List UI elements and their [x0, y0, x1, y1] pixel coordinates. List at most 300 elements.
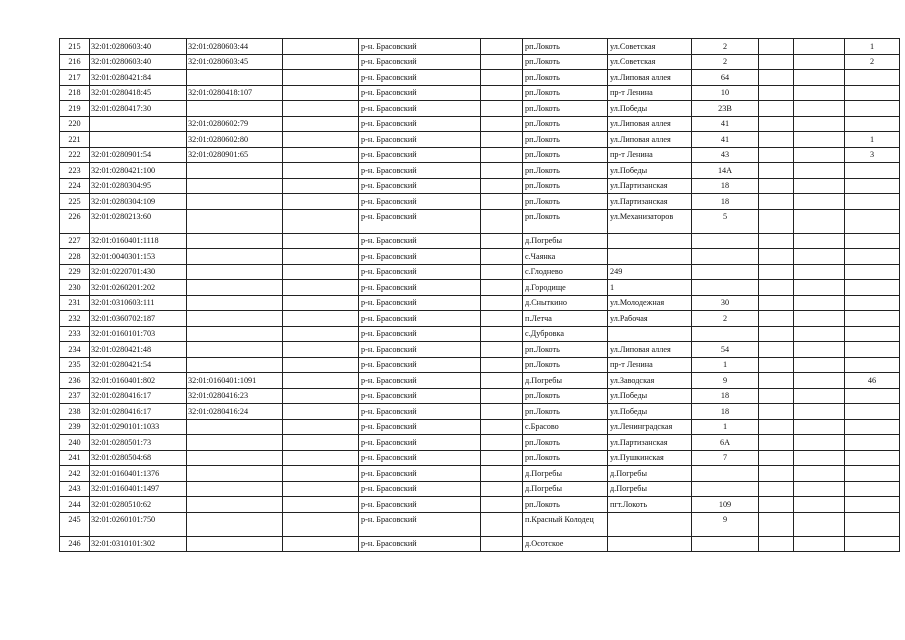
cell-settlement: рп.Локоть — [523, 435, 608, 451]
cell-cadastral-number-premises — [187, 450, 283, 466]
cell-cadastral-number-premises: 32:01:0280418:107 — [187, 85, 283, 101]
cell-empty — [794, 295, 845, 311]
cell-district: р-н. Брасовский — [359, 264, 481, 280]
table-row — [60, 311, 900, 327]
cell-district: р-н. Брасовский — [359, 342, 481, 358]
cell-empty — [759, 419, 794, 435]
cell-street: ул.Победы — [608, 388, 692, 404]
cell-empty — [759, 233, 794, 249]
cell-empty — [283, 388, 359, 404]
cell-street — [608, 249, 692, 265]
cell-empty — [759, 466, 794, 482]
cell-cadastral-number — [90, 132, 187, 148]
cell-street: ул.Партизанская — [608, 178, 692, 194]
cell-district: р-н. Брасовский — [359, 132, 481, 148]
cell-district: р-н. Брасовский — [359, 147, 481, 163]
cell-house — [692, 233, 759, 249]
cell-cadastral-number: 32:01:0280304:109 — [90, 194, 187, 210]
cell-empty — [481, 450, 523, 466]
cell-cadastral-number-premises — [187, 536, 283, 552]
cell-house: 1 — [692, 357, 759, 373]
cell-empty — [283, 466, 359, 482]
cell-empty — [759, 116, 794, 132]
cell-empty — [283, 85, 359, 101]
cell-empty — [481, 163, 523, 179]
cell-cadastral-number-premises: 32:01:0280603:44 — [187, 39, 283, 55]
cell-settlement: д.Городище — [523, 280, 608, 296]
cell-cadastral-number: 32:01:0160401:1497 — [90, 481, 187, 497]
cell-empty — [794, 178, 845, 194]
cell-street: д.Погребы — [608, 466, 692, 482]
cell-cadastral-number: 32:01:0310603:111 — [90, 295, 187, 311]
cell-house: 9 — [692, 373, 759, 389]
cell-cadastral-number-premises — [187, 280, 283, 296]
cell-settlement: с.Дубровка — [523, 326, 608, 342]
table-row — [60, 194, 900, 210]
cell-empty — [759, 249, 794, 265]
cell-house: 23В — [692, 101, 759, 117]
cell-street: пгт.Локоть — [608, 497, 692, 513]
cell-district: р-н. Брасовский — [359, 233, 481, 249]
cell-flat — [845, 280, 900, 296]
cell-settlement: рп.Локоть — [523, 450, 608, 466]
cell-empty — [759, 536, 794, 552]
cell-settlement: рп.Локоть — [523, 404, 608, 420]
cell-settlement: д.Погребы — [523, 373, 608, 389]
cell-empty — [481, 70, 523, 86]
cell-flat — [845, 85, 900, 101]
cell-row-number: 216 — [60, 54, 90, 70]
cell-street: ул.Липовая аллея — [608, 70, 692, 86]
cell-empty — [283, 404, 359, 420]
cell-empty — [283, 295, 359, 311]
cell-district: р-н. Брасовский — [359, 280, 481, 296]
cell-street: ул.Победы — [608, 163, 692, 179]
cell-house: 18 — [692, 194, 759, 210]
cell-cadastral-number-premises: 32:01:0280602:79 — [187, 116, 283, 132]
cell-cadastral-number: 32:01:0280416:17 — [90, 388, 187, 404]
cell-empty — [759, 311, 794, 327]
cell-flat: 2 — [845, 54, 900, 70]
cell-empty — [794, 342, 845, 358]
cell-district: р-н. Брасовский — [359, 163, 481, 179]
cell-house: 43 — [692, 147, 759, 163]
cell-cadastral-number: 32:01:0280603:40 — [90, 54, 187, 70]
cell-cadastral-number-premises — [187, 512, 283, 536]
cell-cadastral-number: 32:01:0280501:73 — [90, 435, 187, 451]
cell-cadastral-number — [90, 116, 187, 132]
cell-empty — [481, 132, 523, 148]
cell-empty — [759, 209, 794, 233]
cell-cadastral-number: 32:01:0220701:430 — [90, 264, 187, 280]
cell-empty — [794, 373, 845, 389]
cell-street: 1 — [608, 280, 692, 296]
cell-district: р-н. Брасовский — [359, 357, 481, 373]
table-row — [60, 233, 900, 249]
cell-house: 2 — [692, 311, 759, 327]
cell-house — [692, 249, 759, 265]
cell-row-number: 231 — [60, 295, 90, 311]
cell-flat — [845, 70, 900, 86]
cell-empty — [759, 280, 794, 296]
cell-street: ул.Советская — [608, 54, 692, 70]
cell-empty — [481, 481, 523, 497]
cell-row-number: 218 — [60, 85, 90, 101]
cell-empty — [794, 249, 845, 265]
cell-cadastral-number: 32:01:0160401:1118 — [90, 233, 187, 249]
cell-cadastral-number: 32:01:0280304:95 — [90, 178, 187, 194]
cell-settlement: рп.Локоть — [523, 209, 608, 233]
table-row — [60, 209, 900, 233]
cell-row-number: 222 — [60, 147, 90, 163]
cell-house: 41 — [692, 132, 759, 148]
cell-cadastral-number: 32:01:0160401:1376 — [90, 466, 187, 482]
cell-settlement: рп.Локоть — [523, 163, 608, 179]
cell-cadastral-number: 32:01:0280418:45 — [90, 85, 187, 101]
cell-street: ул.Механизаторов — [608, 209, 692, 233]
cell-flat: 1 — [845, 39, 900, 55]
cell-empty — [759, 481, 794, 497]
cell-empty — [283, 70, 359, 86]
cell-row-number: 221 — [60, 132, 90, 148]
cell-row-number: 240 — [60, 435, 90, 451]
cell-cadastral-number: 32:01:0280421:100 — [90, 163, 187, 179]
cell-row-number: 241 — [60, 450, 90, 466]
cell-empty — [481, 466, 523, 482]
cell-row-number: 224 — [60, 178, 90, 194]
cell-settlement: рп.Локоть — [523, 85, 608, 101]
cell-cadastral-number-premises — [187, 342, 283, 358]
cell-flat — [845, 264, 900, 280]
cell-street: 249 — [608, 264, 692, 280]
table-row — [60, 132, 900, 148]
cell-house: 9 — [692, 512, 759, 536]
cell-flat — [845, 512, 900, 536]
cell-district: р-н. Брасовский — [359, 419, 481, 435]
cell-row-number: 243 — [60, 481, 90, 497]
cell-empty — [481, 419, 523, 435]
cell-house: 1 — [692, 419, 759, 435]
cell-cadastral-number-premises — [187, 295, 283, 311]
cell-cadastral-number: 32:01:0280421:48 — [90, 342, 187, 358]
cell-cadastral-number-premises — [187, 435, 283, 451]
cell-empty — [481, 233, 523, 249]
cell-row-number: 228 — [60, 249, 90, 265]
cell-empty — [794, 233, 845, 249]
cell-settlement: рп.Локоть — [523, 178, 608, 194]
cell-empty — [481, 194, 523, 210]
cell-empty — [794, 101, 845, 117]
cell-cadastral-number: 32:01:0260201:202 — [90, 280, 187, 296]
cell-empty — [794, 147, 845, 163]
cell-flat: 1 — [845, 132, 900, 148]
cell-empty — [759, 404, 794, 420]
cell-flat — [845, 249, 900, 265]
cell-cadastral-number: 32:01:0280417:30 — [90, 101, 187, 117]
cell-empty — [283, 481, 359, 497]
cell-street: ул.Молодежная — [608, 295, 692, 311]
cell-empty — [283, 132, 359, 148]
cell-empty — [759, 54, 794, 70]
cell-district: р-н. Брасовский — [359, 101, 481, 117]
cell-empty — [481, 101, 523, 117]
cell-settlement: с.Брасово — [523, 419, 608, 435]
cell-empty — [481, 357, 523, 373]
cell-cadastral-number: 32:01:0280603:40 — [90, 39, 187, 55]
cell-settlement: д.Погребы — [523, 466, 608, 482]
cell-house — [692, 536, 759, 552]
table-row — [60, 326, 900, 342]
cell-row-number: 229 — [60, 264, 90, 280]
cell-empty — [283, 209, 359, 233]
table-row — [60, 116, 900, 132]
cell-house: 54 — [692, 342, 759, 358]
cell-cadastral-number: 32:01:0310101:302 — [90, 536, 187, 552]
cell-house: 5 — [692, 209, 759, 233]
cell-row-number: 233 — [60, 326, 90, 342]
cell-row-number: 234 — [60, 342, 90, 358]
cell-street: д.Погребы — [608, 481, 692, 497]
cell-cadastral-number: 32:01:0280213:60 — [90, 209, 187, 233]
cell-street: ул.Липовая аллея — [608, 132, 692, 148]
cell-settlement: с.Чаянка — [523, 249, 608, 265]
table-row — [60, 178, 900, 194]
cell-flat — [845, 311, 900, 327]
cell-flat: 3 — [845, 147, 900, 163]
table-row — [60, 536, 900, 552]
cell-house: 6А — [692, 435, 759, 451]
cell-street — [608, 326, 692, 342]
table-row — [60, 280, 900, 296]
cell-house: 7 — [692, 450, 759, 466]
cell-settlement: рп.Локоть — [523, 342, 608, 358]
cell-row-number: 230 — [60, 280, 90, 296]
cell-cadastral-number: 32:01:0280504:68 — [90, 450, 187, 466]
cell-street: ул.Липовая аллея — [608, 342, 692, 358]
cell-settlement: п.Летча — [523, 311, 608, 327]
cell-district: р-н. Брасовский — [359, 497, 481, 513]
cell-flat — [845, 209, 900, 233]
cell-cadastral-number: 32:01:0260101:750 — [90, 512, 187, 536]
cell-house: 2 — [692, 54, 759, 70]
cell-empty — [283, 357, 359, 373]
cell-empty — [481, 264, 523, 280]
cell-district: р-н. Брасовский — [359, 326, 481, 342]
cell-empty — [283, 264, 359, 280]
cell-empty — [759, 194, 794, 210]
cell-empty — [794, 70, 845, 86]
property-register-table — [59, 38, 900, 552]
cell-empty — [794, 209, 845, 233]
cell-empty — [481, 497, 523, 513]
cell-empty — [283, 536, 359, 552]
cell-empty — [283, 194, 359, 210]
cell-empty — [283, 326, 359, 342]
cell-empty — [794, 512, 845, 536]
cell-district: р-н. Брасовский — [359, 70, 481, 86]
cell-cadastral-number: 32:01:0290101:1033 — [90, 419, 187, 435]
table-row — [60, 249, 900, 265]
table-row — [60, 481, 900, 497]
cell-district: р-н. Брасовский — [359, 39, 481, 55]
cell-empty — [794, 357, 845, 373]
cell-row-number: 226 — [60, 209, 90, 233]
cell-empty — [481, 388, 523, 404]
cell-cadastral-number: 32:01:0160101:703 — [90, 326, 187, 342]
cell-row-number: 220 — [60, 116, 90, 132]
table-row — [60, 163, 900, 179]
cell-cadastral-number: 32:01:0280421:84 — [90, 70, 187, 86]
cell-row-number: 238 — [60, 404, 90, 420]
cell-cadastral-number-premises — [187, 233, 283, 249]
cell-empty — [759, 132, 794, 148]
cell-cadastral-number-premises — [187, 70, 283, 86]
cell-house: 18 — [692, 178, 759, 194]
cell-empty — [481, 295, 523, 311]
cell-settlement: д.Погребы — [523, 233, 608, 249]
cell-street: ул.Партизанская — [608, 194, 692, 210]
cell-empty — [794, 466, 845, 482]
cell-street: ул.Победы — [608, 404, 692, 420]
cell-street: пр-т Ленина — [608, 357, 692, 373]
cell-empty — [481, 435, 523, 451]
cell-empty — [759, 39, 794, 55]
cell-district: р-н. Брасовский — [359, 311, 481, 327]
cell-empty — [283, 342, 359, 358]
cell-house: 41 — [692, 116, 759, 132]
cell-empty — [759, 435, 794, 451]
cell-row-number: 232 — [60, 311, 90, 327]
cell-settlement: рп.Локоть — [523, 147, 608, 163]
table-row — [60, 373, 900, 389]
cell-flat — [845, 233, 900, 249]
cell-settlement: рп.Локоть — [523, 388, 608, 404]
cell-empty — [759, 163, 794, 179]
cell-empty — [283, 116, 359, 132]
cell-empty — [759, 450, 794, 466]
cell-row-number: 244 — [60, 497, 90, 513]
cell-empty — [794, 450, 845, 466]
table-row — [60, 450, 900, 466]
cell-empty — [794, 163, 845, 179]
cell-empty — [283, 311, 359, 327]
cell-flat — [845, 536, 900, 552]
cell-empty — [794, 116, 845, 132]
cell-empty — [759, 264, 794, 280]
cell-empty — [759, 342, 794, 358]
cell-cadastral-number-premises — [187, 209, 283, 233]
cell-settlement: рп.Локоть — [523, 70, 608, 86]
cell-empty — [481, 85, 523, 101]
cell-empty — [759, 178, 794, 194]
cell-empty — [481, 116, 523, 132]
cell-flat — [845, 295, 900, 311]
cell-empty — [794, 194, 845, 210]
cell-district: р-н. Брасовский — [359, 536, 481, 552]
table-row — [60, 357, 900, 373]
cell-house — [692, 466, 759, 482]
cell-district: р-н. Брасовский — [359, 85, 481, 101]
cell-cadastral-number-premises: 32:01:0160401:1091 — [187, 373, 283, 389]
cell-flat — [845, 497, 900, 513]
table-row — [60, 70, 900, 86]
cell-house — [692, 326, 759, 342]
cell-house: 14А — [692, 163, 759, 179]
cell-settlement: рп.Локоть — [523, 116, 608, 132]
cell-cadastral-number-premises — [187, 311, 283, 327]
cell-empty — [794, 311, 845, 327]
cell-empty — [283, 419, 359, 435]
cell-empty — [759, 512, 794, 536]
cell-district: р-н. Брасовский — [359, 512, 481, 536]
cell-row-number: 219 — [60, 101, 90, 117]
cell-district: р-н. Брасовский — [359, 194, 481, 210]
cell-settlement: рп.Локоть — [523, 357, 608, 373]
cell-empty — [794, 85, 845, 101]
cell-empty — [759, 70, 794, 86]
cell-street: ул.Победы — [608, 101, 692, 117]
cell-cadastral-number: 32:01:0280421:54 — [90, 357, 187, 373]
cell-empty — [759, 85, 794, 101]
cell-empty — [283, 280, 359, 296]
cell-street: ул.Ленинградская — [608, 419, 692, 435]
cell-house: 2 — [692, 39, 759, 55]
cell-cadastral-number-premises: 32:01:0280901:65 — [187, 147, 283, 163]
cell-street: пр-т Ленина — [608, 85, 692, 101]
cell-empty — [481, 536, 523, 552]
cell-flat: 46 — [845, 373, 900, 389]
cell-house — [692, 280, 759, 296]
table-row — [60, 342, 900, 358]
cell-settlement: рп.Локоть — [523, 497, 608, 513]
cell-empty — [283, 249, 359, 265]
cell-empty — [794, 481, 845, 497]
table-row — [60, 497, 900, 513]
cell-flat — [845, 116, 900, 132]
cell-cadastral-number-premises — [187, 357, 283, 373]
cell-empty — [759, 295, 794, 311]
cell-cadastral-number: 32:01:0160401:802 — [90, 373, 187, 389]
cell-cadastral-number-premises — [187, 497, 283, 513]
table-row — [60, 388, 900, 404]
cell-district: р-н. Брасовский — [359, 249, 481, 265]
cell-cadastral-number-premises — [187, 163, 283, 179]
cell-row-number: 235 — [60, 357, 90, 373]
cell-row-number: 245 — [60, 512, 90, 536]
cell-flat — [845, 388, 900, 404]
cell-cadastral-number-premises — [187, 101, 283, 117]
cell-flat — [845, 404, 900, 420]
cell-house: 109 — [692, 497, 759, 513]
cell-empty — [794, 536, 845, 552]
cell-cadastral-number-premises: 32:01:0280416:24 — [187, 404, 283, 420]
cell-district: р-н. Брасовский — [359, 404, 481, 420]
cell-empty — [481, 54, 523, 70]
cell-empty — [481, 249, 523, 265]
cell-settlement: рп.Локоть — [523, 39, 608, 55]
cell-district: р-н. Брасовский — [359, 209, 481, 233]
cell-district: р-н. Брасовский — [359, 481, 481, 497]
cell-empty — [481, 209, 523, 233]
cell-row-number: 239 — [60, 419, 90, 435]
cell-house: 18 — [692, 388, 759, 404]
cell-empty — [283, 178, 359, 194]
cell-row-number: 237 — [60, 388, 90, 404]
cell-empty — [794, 435, 845, 451]
cell-flat — [845, 163, 900, 179]
cell-row-number: 217 — [60, 70, 90, 86]
cell-row-number: 236 — [60, 373, 90, 389]
